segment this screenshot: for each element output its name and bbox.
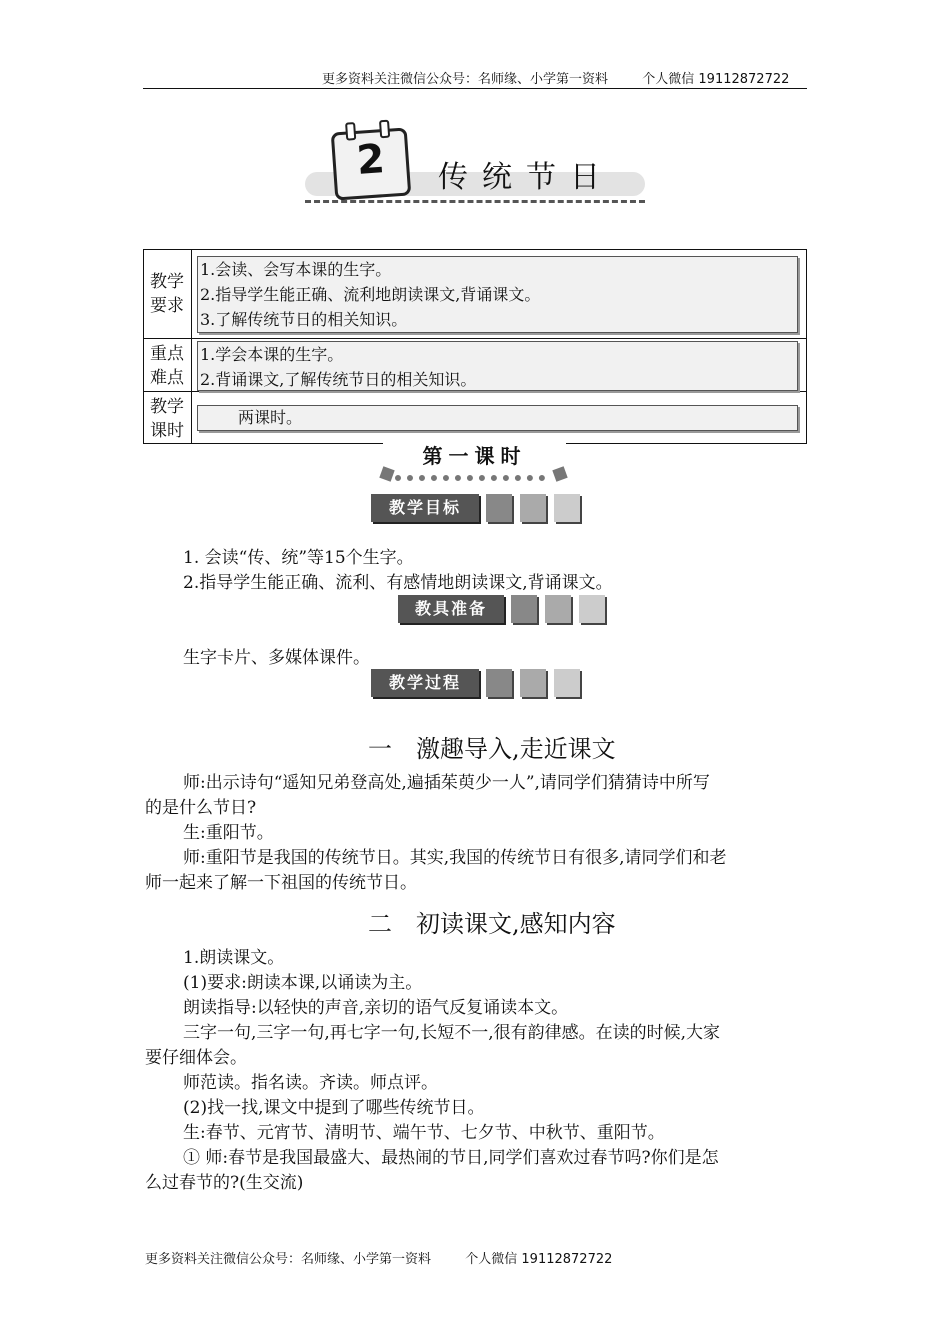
tools-text: 生字卡片、多媒体课件。 bbox=[183, 648, 370, 668]
paragraph-line: 师一起来了解一下祖国的传统节日。 bbox=[145, 873, 417, 893]
list-item: 2.背诵课文,了解传统节日的相关知识。 bbox=[200, 370, 477, 389]
list-item: 1.学会本课的生字。 bbox=[200, 345, 344, 364]
table-cell-requirements bbox=[197, 256, 798, 333]
badge-teaching-goals: 教学目标 bbox=[371, 494, 479, 522]
list-item: 1.会读、会写本课的生字。 bbox=[200, 260, 392, 279]
section-dashed-line bbox=[395, 475, 545, 481]
header-divider bbox=[143, 88, 807, 89]
badge-decor-block bbox=[486, 494, 512, 522]
paragraph-line: 1.朗读课文。 bbox=[183, 948, 285, 968]
list-item: 3.了解传统节日的相关知识。 bbox=[200, 310, 408, 329]
paragraph-line: 的是什么节日? bbox=[145, 798, 257, 818]
badge-teaching-process: 教学过程 bbox=[371, 669, 479, 697]
part1-heading: 一 激趣导入,走近课文 bbox=[368, 735, 616, 763]
list-item: 2.指导学生能正确、流利地朗读课文,背诵课文。 bbox=[200, 285, 541, 304]
paragraph-line: 三字一句,三字一句,再七字一句,长短不一,很有韵律感。在读的时候,大家 bbox=[183, 1023, 721, 1043]
paragraph-line: 么过春节的?(生交流) bbox=[145, 1173, 304, 1193]
paragraph-line: ① 师:春节是我国最盛大、最热闹的节日,同学们喜欢过春节吗?你们是怎 bbox=[183, 1148, 719, 1168]
paragraph-line: 朗读指导:以轻快的声音,亲切的语气反复诵读本文。 bbox=[183, 998, 569, 1018]
badge-decor-block bbox=[554, 494, 580, 522]
goal-item: 1. 会读“传、统”等15个生字。 bbox=[183, 548, 414, 568]
table-cell-periods bbox=[197, 405, 798, 431]
paragraph-line: 要仔细体会。 bbox=[145, 1048, 247, 1068]
badge-decor-block bbox=[486, 669, 512, 697]
paragraph-line: 师范读。指名读。齐读。师点评。 bbox=[183, 1073, 438, 1093]
badge-teaching-tools: 教具准备 bbox=[398, 595, 504, 623]
paragraph-line: (2)找一找,课文中提到了哪些传统节日。 bbox=[183, 1098, 485, 1118]
badge-decor-block bbox=[511, 595, 537, 623]
paragraph-line: 师:重阳节是我国的传统节日。其实,我国的传统节日有很多,请同学们和老 bbox=[183, 848, 727, 868]
lesson-number: 2 bbox=[355, 136, 387, 184]
section-title: 第一课时 bbox=[383, 441, 566, 471]
table-label-requirements: 教学 要求 bbox=[150, 272, 184, 316]
decor-square-icon bbox=[379, 466, 394, 481]
footer-note: 更多资料关注微信公众号：名师缘、小学第一资料 个人微信 19112872722 bbox=[145, 1252, 613, 1267]
lesson-title: 传统节日 bbox=[438, 160, 614, 195]
header-note: 更多资料关注微信公众号：名师缘、小学第一资料 个人微信 19112872722 bbox=[322, 72, 790, 87]
badge-decor-block bbox=[545, 595, 571, 623]
list-item: 两课时。 bbox=[238, 408, 303, 427]
table-label-periods: 教学 课时 bbox=[150, 397, 184, 441]
calendar-icon bbox=[331, 127, 412, 200]
paragraph-line: 生:重阳节。 bbox=[183, 823, 274, 843]
paragraph-line: 生:春节、元宵节、清明节、端午节、七夕节、中秋节、重阳节。 bbox=[183, 1123, 665, 1143]
table-label-key-points: 重点 难点 bbox=[150, 344, 184, 388]
badge-decor-block bbox=[520, 494, 546, 522]
table-column-divider bbox=[191, 249, 192, 444]
banner-dashed-line bbox=[305, 200, 645, 203]
table-cell-key-points bbox=[197, 341, 798, 391]
badge-decor-block bbox=[579, 595, 605, 623]
table-row-divider bbox=[143, 338, 807, 339]
goal-item: 2.指导学生能正确、流利、有感情地朗读课文,背诵课文。 bbox=[183, 573, 613, 593]
badge-decor-block bbox=[554, 669, 580, 697]
paragraph-line: (1)要求:朗读本课,以诵读为主。 bbox=[183, 973, 423, 993]
part2-heading: 二 初读课文,感知内容 bbox=[368, 910, 616, 938]
badge-decor-block bbox=[520, 669, 546, 697]
paragraph-line: 师:出示诗句“遥知兄弟登高处,遍插茱萸少一人”,请同学们猜猜诗中所写 bbox=[183, 773, 710, 793]
